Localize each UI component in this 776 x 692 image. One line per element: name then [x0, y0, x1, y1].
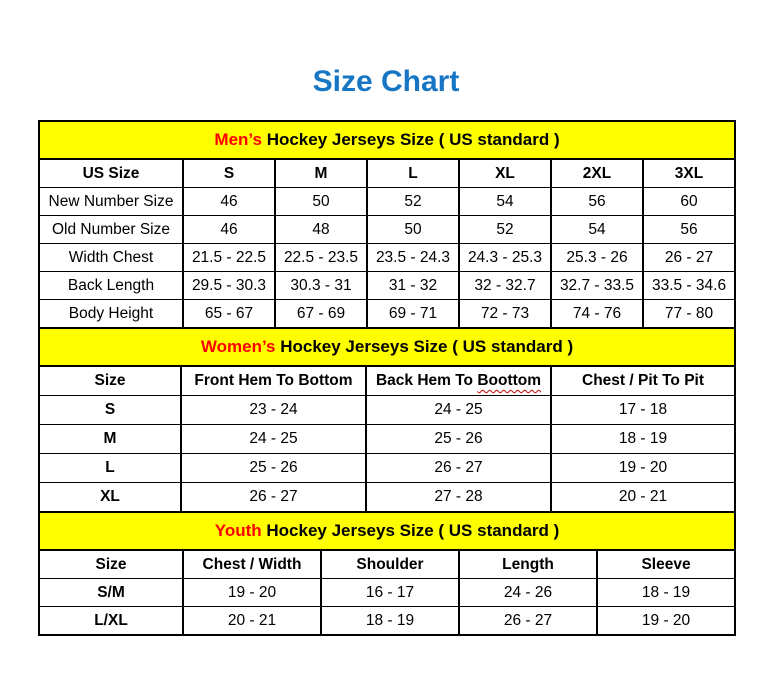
size-cell: 22.5 - 23.5	[275, 244, 367, 272]
mens-banner-cell	[39, 121, 735, 159]
size-cell: 16 - 17	[321, 579, 459, 607]
row-label: S	[39, 396, 181, 425]
size-cell: 65 - 67	[183, 300, 275, 329]
row-label: Width Chest	[39, 244, 183, 272]
column-header-sleeve: Sleeve	[597, 550, 735, 579]
size-cell: 52	[367, 188, 459, 216]
column-header-shoulder: Shoulder	[321, 550, 459, 579]
youth-banner-cell	[39, 512, 735, 550]
size-cell: 25 - 26	[181, 454, 366, 483]
table-row-body-height	[39, 300, 735, 329]
size-cell: 56	[551, 188, 643, 216]
table-row-women-m	[39, 425, 735, 454]
youth-size-table	[38, 511, 736, 636]
size-cell: 33.5 - 34.6	[643, 272, 735, 300]
table-row-back-length	[39, 272, 735, 300]
size-cell: 18 - 19	[321, 607, 459, 636]
mens-section-banner	[39, 121, 735, 159]
column-header-size: Size	[39, 366, 181, 396]
table-row-new-number-size	[39, 188, 735, 216]
column-header-chest-width: Chest / Width	[183, 550, 321, 579]
youth-banner-text: Hockey Jerseys Size ( US standard )	[261, 521, 560, 540]
size-cell: 18 - 19	[551, 425, 735, 454]
size-cell: 31 - 32	[367, 272, 459, 300]
size-cell: 26 - 27	[366, 454, 551, 483]
size-cell: 29.5 - 30.3	[183, 272, 275, 300]
column-header-us-size: US Size	[39, 159, 183, 188]
size-cell: 24 - 26	[459, 579, 597, 607]
womens-banner-text: Hockey Jerseys Size ( US standard )	[275, 337, 574, 356]
size-cell: 50	[367, 216, 459, 244]
table-row-youth-sm	[39, 579, 735, 607]
table-row-women-s	[39, 396, 735, 425]
size-cell: 32 - 32.7	[459, 272, 551, 300]
size-cell: 19 - 20	[597, 607, 735, 636]
size-cell: 23 - 24	[181, 396, 366, 425]
size-cell: 24 - 25	[366, 396, 551, 425]
size-cell: 32.7 - 33.5	[551, 272, 643, 300]
table-row-width-chest	[39, 244, 735, 272]
size-cell: 27 - 28	[366, 483, 551, 513]
size-cell: 50	[275, 188, 367, 216]
womens-section-banner	[39, 328, 735, 366]
size-cell: 25 - 26	[366, 425, 551, 454]
row-label: Body Height	[39, 300, 183, 329]
size-cell: 21.5 - 22.5	[183, 244, 275, 272]
table-row-old-number-size	[39, 216, 735, 244]
table-row-youth-lxl	[39, 607, 735, 636]
column-header-l: L	[367, 159, 459, 188]
size-cell: 20 - 21	[551, 483, 735, 513]
size-cell: 67 - 69	[275, 300, 367, 329]
page-title: Size Chart	[312, 65, 460, 98]
size-cell: 19 - 20	[551, 454, 735, 483]
column-header-xl: XL	[459, 159, 551, 188]
size-cell: 18 - 19	[597, 579, 735, 607]
size-cell: 54	[551, 216, 643, 244]
table-row-women-l	[39, 454, 735, 483]
column-header-back-hem	[366, 366, 551, 396]
womens-header-row	[39, 366, 735, 396]
size-cell: 26 - 27	[643, 244, 735, 272]
table-row-women-xl	[39, 483, 735, 513]
youth-section-banner	[39, 512, 735, 550]
size-cell: 24 - 25	[181, 425, 366, 454]
row-label: New Number Size	[39, 188, 183, 216]
size-cell: 26 - 27	[459, 607, 597, 636]
youth-banner-highlight: Youth	[214, 521, 262, 540]
womens-banner-cell	[39, 328, 735, 366]
size-cell: 30.3 - 31	[275, 272, 367, 300]
size-cell: 72 - 73	[459, 300, 551, 329]
size-cell: 17 - 18	[551, 396, 735, 425]
size-cell: 23.5 - 24.3	[367, 244, 459, 272]
size-cell: 74 - 76	[551, 300, 643, 329]
column-header-3xl: 3XL	[643, 159, 735, 188]
size-cell: 24.3 - 25.3	[459, 244, 551, 272]
size-cell: 54	[459, 188, 551, 216]
size-cell: 20 - 21	[183, 607, 321, 636]
size-cell: 25.3 - 26	[551, 244, 643, 272]
size-chart-page	[38, 0, 734, 636]
mens-size-table	[38, 120, 736, 329]
size-cell: 69 - 71	[367, 300, 459, 329]
column-header-s: S	[183, 159, 275, 188]
row-label: S/M	[39, 579, 183, 607]
column-header-size: Size	[39, 550, 183, 579]
row-label: XL	[39, 483, 181, 513]
row-label: Old Number Size	[39, 216, 183, 244]
size-cell: 26 - 27	[181, 483, 366, 513]
womens-banner-highlight: Women’s	[200, 337, 276, 356]
mens-header-row	[39, 159, 735, 188]
size-cell: 60	[643, 188, 735, 216]
size-cell: 56	[643, 216, 735, 244]
size-cell: 46	[183, 216, 275, 244]
column-header-2xl: 2XL	[551, 159, 643, 188]
size-cell: 48	[275, 216, 367, 244]
womens-size-table	[38, 327, 736, 513]
size-cell: 19 - 20	[183, 579, 321, 607]
youth-header-row	[39, 550, 735, 579]
size-cell: 46	[183, 188, 275, 216]
size-cell: 77 - 80	[643, 300, 735, 329]
back-hem-prefix: Back Hem To	[375, 372, 478, 389]
misspelled-word-squiggle: Boottom	[477, 372, 542, 389]
size-cell: 52	[459, 216, 551, 244]
column-header-chest-pit: Chest / Pit To Pit	[551, 366, 735, 396]
mens-banner-text: Hockey Jerseys Size ( US standard )	[261, 130, 560, 149]
column-header-front-hem: Front Hem To Bottom	[181, 366, 366, 396]
column-header-length: Length	[459, 550, 597, 579]
column-header-m: M	[275, 159, 367, 188]
row-label: M	[39, 425, 181, 454]
mens-banner-highlight: Men’s	[214, 130, 262, 149]
row-label: L	[39, 454, 181, 483]
row-label: Back Length	[39, 272, 183, 300]
row-label: L/XL	[39, 607, 183, 636]
